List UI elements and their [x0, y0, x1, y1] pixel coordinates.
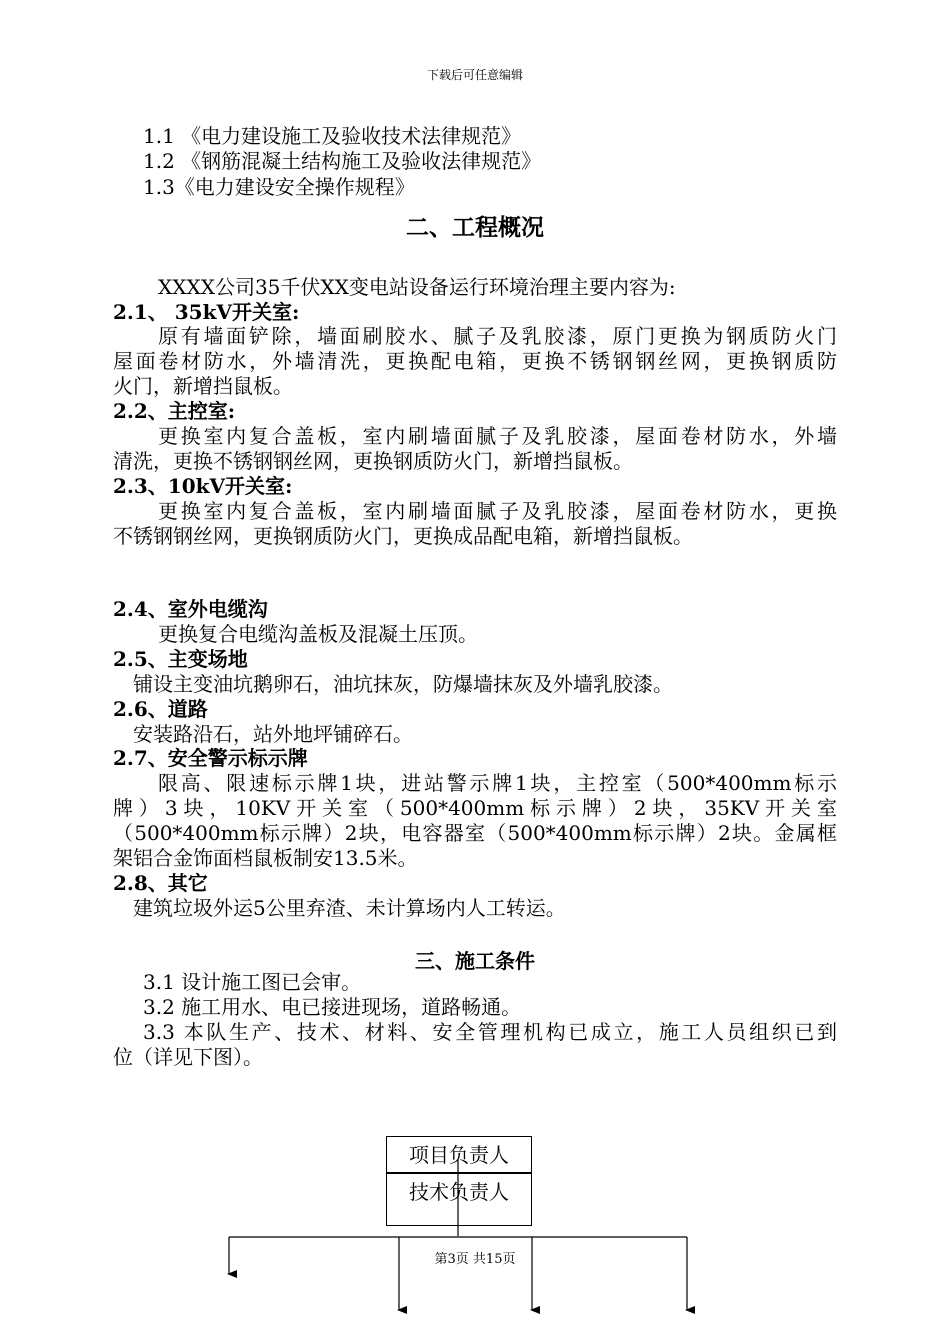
para-2-3-line2: 不锈钢钢丝网，更换钢质防火门，更换成品配电箱，新增挡鼠板。 — [113, 524, 693, 548]
para-2-4: 更换复合电缆沟盖板及混凝土压顶。 — [158, 622, 478, 646]
item-3-2: 3.2 施工用水、电已接进现场，道路畅通。 — [143, 995, 522, 1019]
para-2-6: 安装路沿石，站外地坪铺碎石。 — [133, 722, 413, 746]
heading-2-8: 2.8、其它 — [113, 871, 208, 895]
para-2-3-line1: 更换室内复合盖板，室内刷墙面腻子及乳胶漆，屋面卷材防水，更换 — [158, 499, 837, 523]
heading-2-1: 2.1、 35kV开关室: — [113, 300, 300, 324]
heading-2-2: 2.2、主控室: — [113, 399, 236, 423]
section-2-title: 二、工程概况 — [406, 214, 544, 241]
para-2-8: 建筑垃圾外运5公里弃渣、未计算场内人工转运。 — [133, 896, 566, 920]
para-2-7-line1: 限高、限速标示牌1块，进站警示牌1块，主控室（500*400mm标示 — [158, 771, 837, 795]
item-3-3-line2: 位（详见下图）。 — [113, 1045, 263, 1069]
para-2-7-line3: （500*400mm标示牌）2块，电容器室（500*400mm标示牌）2块。金属框 — [113, 821, 837, 845]
para-2-5: 铺设主变油坑鹅卵石，油坑抹灰，防爆墙抹灰及外墙乳胶漆。 — [133, 672, 673, 696]
section-2-intro: XXXX公司35千伏XX变电站设备运行环境治理主要内容为: — [158, 275, 676, 299]
heading-2-6: 2.6、道路 — [113, 697, 208, 721]
org-chart-connectors — [0, 1100, 950, 1344]
reference-2: 1.2 《钢筋混凝土结构施工及验收法律规范》 — [143, 149, 542, 173]
page-header-note: 下载后可任意编辑 — [426, 68, 523, 82]
para-2-2-line1: 更换室内复合盖板，室内刷墙面腻子及乳胶漆，屋面卷材防水，外墙 — [158, 424, 837, 448]
reference-3: 1.3《电力建设安全操作规程》 — [143, 175, 415, 199]
org-box-project-leader: 项目负责人 — [386, 1136, 532, 1174]
para-2-1-line3: 火门，新增挡鼠板。 — [113, 374, 293, 398]
para-2-2-line2: 清洗，更换不锈钢钢丝网，更换钢质防火门，新增挡鼠板。 — [113, 449, 633, 473]
para-2-7-line4: 架铝合金饰面档鼠板制安13.5米。 — [113, 846, 418, 870]
item-3-1: 3.1 设计施工图已会审。 — [143, 970, 362, 994]
heading-2-4: 2.4、室外电缆沟 — [113, 597, 268, 621]
heading-2-5: 2.5、主变场地 — [113, 647, 248, 671]
reference-1: 1.1 《电力建设施工及验收技术法律规范》 — [143, 124, 522, 148]
org-box-technical-leader: 技术负责人 — [386, 1172, 532, 1226]
section-3-title: 三、施工条件 — [415, 949, 535, 973]
item-3-3-line1: 3.3 本队生产、技术、材料、安全管理机构已成立，施工人员组织已到 — [143, 1020, 837, 1044]
page-footer-number: 第3页 共15页 — [434, 1252, 516, 1267]
heading-2-7: 2.7、安全警示标示牌 — [113, 746, 308, 770]
para-2-1-line1: 原有墙面铲除，墙面刷胶水、腻子及乳胶漆，原门更换为钢质防火门 — [158, 324, 837, 348]
para-2-7-line2: 牌）3块，10KV开关室（500*400mm标示牌）2块，35KV开关室 — [113, 796, 837, 820]
heading-2-3: 2.3、10kV开关室: — [113, 474, 293, 498]
para-2-1-line2: 屋面卷材防水，外墙清洗，更换配电箱，更换不锈钢钢丝网，更换钢质防 — [113, 349, 837, 373]
